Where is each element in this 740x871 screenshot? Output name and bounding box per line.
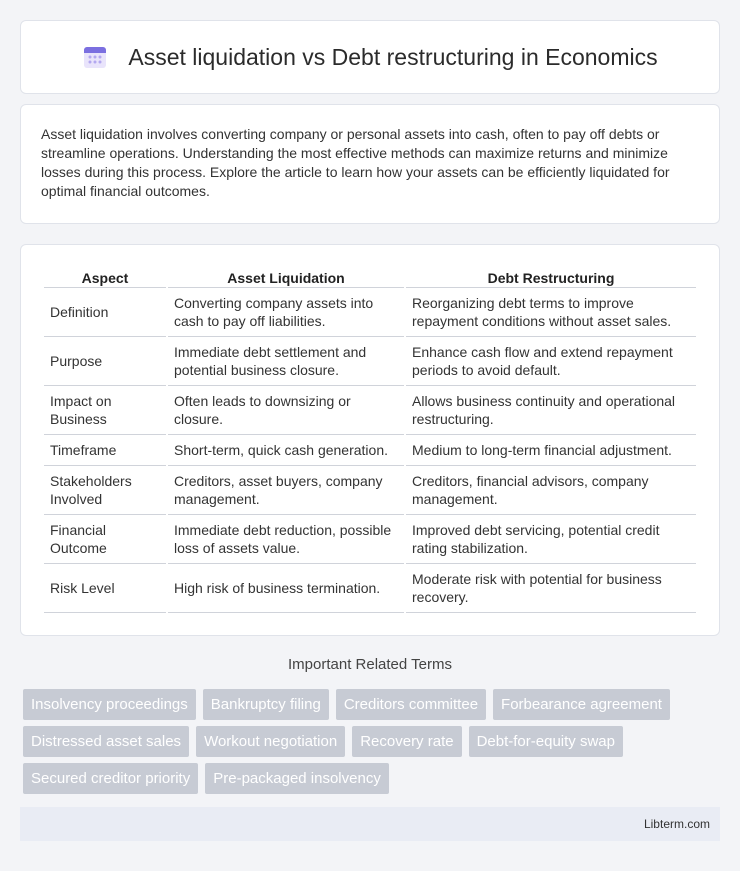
table-cell: Impact on Business (44, 386, 166, 435)
table-cell: High risk of business termination. (168, 564, 404, 613)
term-tag[interactable]: Pre-packaged insolvency (205, 763, 389, 794)
footer (20, 807, 720, 841)
table-cell: Creditors, asset buyers, company management. (168, 466, 404, 515)
table-cell: Reorganizing debt terms to improve repayment conditions without asset sales. (406, 288, 696, 337)
table-header-row (44, 267, 696, 288)
term-tag[interactable]: Bankruptcy filing (203, 689, 329, 720)
term-tag[interactable]: Insolvency proceedings (23, 689, 196, 720)
table-cell: Short-term, quick cash generation. (168, 435, 404, 466)
comparison-table (42, 267, 698, 613)
table-cell: Timeframe (44, 435, 166, 466)
table-cell: Stakeholders Involved (44, 466, 166, 515)
term-tag[interactable]: Workout negotiation (196, 726, 345, 757)
intro-card (20, 104, 720, 224)
table-cell: Enhance cash flow and extend repayment periods to avoid default. (406, 337, 696, 386)
intro-text: Asset liquidation involves converting company or personal assets into cash, often to pay off debts or streamline operations. Understanding the most effective methods can maximize returns and minimize losses during this process. Explore the article to learn how your assets can be efficiently liquidated for optimal financial outcomes. (41, 126, 670, 199)
table-cell: Converting company assets into cash to pay off liabilities. (168, 288, 404, 337)
related-terms-title: Important Related Terms (288, 656, 452, 673)
column-header: Asset Liquidation (168, 267, 404, 288)
table-cell: Immediate debt settlement and potential business closure. (168, 337, 404, 386)
table-cell: Financial Outcome (44, 515, 166, 564)
tag-row (23, 726, 723, 757)
table-row (44, 337, 696, 386)
tag-row (23, 689, 723, 720)
page-title: Asset liquidation vs Debt restructuring in Economics (128, 43, 658, 70)
tag-row (23, 763, 723, 794)
term-tag[interactable]: Recovery rate (352, 726, 461, 757)
comparison-table-card (20, 244, 720, 636)
table-row (44, 564, 696, 613)
table-cell: Allows business continuity and operational restructuring. (406, 386, 696, 435)
column-header: Debt Restructuring (406, 267, 696, 288)
table-cell: Often leads to downsizing or closure. (168, 386, 404, 435)
related-terms-tags (23, 689, 723, 800)
term-tag[interactable]: Debt-for-equity swap (469, 726, 623, 757)
table-cell: Medium to long-term financial adjustment. (406, 435, 696, 466)
table-row (44, 288, 696, 337)
table-cell: Purpose (44, 337, 166, 386)
calendar-grid-icon (82, 44, 108, 70)
table-cell: Moderate risk with potential for business recovery. (406, 564, 696, 613)
table-row (44, 435, 696, 466)
column-header: Aspect (44, 267, 166, 288)
header-card (20, 20, 720, 94)
table-cell: Improved debt servicing, potential credit rating stabilization. (406, 515, 696, 564)
term-tag[interactable]: Creditors committee (336, 689, 486, 720)
term-tag[interactable]: Secured creditor priority (23, 763, 198, 794)
term-tag[interactable]: Distressed asset sales (23, 726, 189, 757)
table-row (44, 466, 696, 515)
table-row (44, 515, 696, 564)
table-cell: Risk Level (44, 564, 166, 613)
table-cell: Immediate debt reduction, possible loss of assets value. (168, 515, 404, 564)
table-cell: Creditors, financial advisors, company management. (406, 466, 696, 515)
footer-site-link[interactable]: Libterm.com (643, 817, 710, 831)
table-row (44, 386, 696, 435)
term-tag[interactable]: Forbearance agreement (493, 689, 670, 720)
table-cell: Definition (44, 288, 166, 337)
